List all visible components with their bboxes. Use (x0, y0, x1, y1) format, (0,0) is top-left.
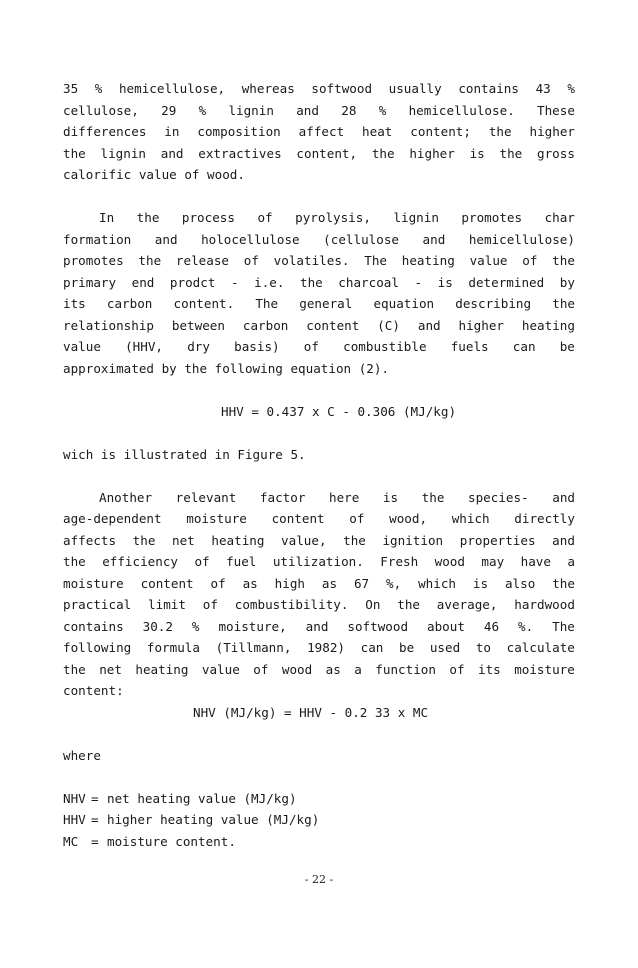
text-line: content: (63, 683, 124, 698)
page-number: - 22 - (304, 873, 334, 886)
word: which (418, 575, 456, 591)
word: can (360, 640, 384, 655)
definition-item (63, 809, 575, 831)
word: basis) (234, 339, 280, 354)
word: 35 (63, 81, 79, 96)
text-line (63, 121, 575, 143)
definition-item (63, 831, 575, 853)
word: pyrolysis, (295, 210, 371, 225)
word: whereas (241, 81, 295, 96)
word: the (300, 274, 323, 290)
word: and (296, 102, 319, 118)
word: promotes (63, 253, 124, 268)
word: softwood (311, 81, 373, 96)
word: content, (296, 145, 358, 161)
word: and (305, 618, 329, 634)
word: content (271, 511, 325, 526)
word: moisture, (218, 618, 287, 634)
word: usually (388, 81, 442, 96)
word: of (349, 511, 365, 526)
definition-equals: = (91, 812, 99, 827)
word: heating (401, 253, 455, 268)
word: the (343, 532, 366, 548)
word: affect (298, 124, 345, 139)
word: wood, (389, 511, 428, 526)
word: be (559, 339, 575, 354)
word: net (99, 661, 122, 677)
word: 29 (161, 102, 177, 118)
word: and (160, 145, 184, 161)
word: 28 (341, 102, 357, 118)
word: as (321, 575, 338, 591)
word: of (303, 339, 319, 354)
word: content (306, 317, 360, 333)
word: average, (436, 597, 498, 612)
word: the (63, 661, 86, 677)
word: the (552, 296, 575, 311)
word: 67 (353, 575, 370, 591)
text-line (63, 616, 575, 638)
word: a (567, 554, 575, 569)
word: is (437, 274, 453, 290)
definition-term: NHV (63, 790, 86, 806)
word: composition (197, 124, 281, 139)
word: carbon (106, 296, 153, 311)
word: of (210, 575, 226, 591)
text-line (63, 573, 575, 595)
word: its (63, 296, 86, 311)
word: The (364, 253, 387, 268)
word: i.e. (254, 274, 285, 290)
word: affects (63, 532, 117, 548)
word: lignin (393, 210, 439, 225)
word: the (421, 489, 445, 505)
word: %, (386, 575, 402, 591)
word: % (378, 102, 387, 118)
word: and (422, 231, 446, 247)
word: hemicellulose. (408, 102, 515, 118)
definition-description: moisture content. (107, 833, 236, 849)
word: high (274, 575, 305, 591)
text-line (63, 143, 575, 165)
word: The (255, 296, 279, 311)
word: ignition (382, 532, 444, 548)
text-line (63, 250, 575, 272)
word: relationship (63, 317, 154, 333)
word: factor (259, 489, 306, 505)
word: to (475, 640, 491, 655)
word: content. (173, 296, 235, 311)
word: utilization. (272, 554, 364, 569)
word: and (552, 489, 575, 505)
word: also (504, 575, 536, 591)
word: char (544, 210, 575, 225)
word: Fresh (380, 554, 419, 569)
text-line (63, 229, 575, 251)
word: contains (63, 618, 124, 634)
word: be (399, 640, 415, 655)
word: hardwood (514, 597, 575, 612)
word: heat (362, 124, 393, 139)
word: % (198, 102, 207, 118)
text-line (63, 315, 575, 337)
text-line (63, 659, 575, 681)
word: higher (529, 124, 575, 139)
equation-hhv: HHV = 0.437 x C - 0.306 (MJ/kg) (221, 403, 457, 419)
equation-nhv: NHV (MJ/kg) = HHV - 0.2 33 x MC (193, 704, 429, 720)
word: primary (63, 274, 117, 290)
word: process (181, 210, 235, 225)
word: by (559, 274, 575, 290)
word: the (488, 124, 512, 139)
word: the (552, 575, 575, 591)
word: dry (187, 339, 210, 354)
document-page (63, 78, 575, 852)
word: and (154, 231, 178, 247)
word: end (131, 274, 155, 290)
word: calculate (506, 640, 575, 655)
word: % (191, 618, 200, 634)
word: net (172, 532, 195, 548)
paragraph-moisture (63, 487, 575, 702)
word: describing (455, 296, 532, 311)
word: value (201, 661, 240, 677)
word: of (253, 661, 269, 677)
word: prodct (169, 274, 216, 290)
word: determined (468, 274, 545, 290)
word: extractives (198, 145, 282, 161)
word: higher (458, 317, 504, 333)
word: have (520, 554, 551, 569)
word: following (63, 640, 132, 655)
where-label: where (63, 747, 101, 763)
word: moisture (63, 575, 124, 591)
word: 30.2 (142, 618, 173, 634)
text-line (63, 207, 575, 229)
word: higher (409, 145, 455, 161)
word: here (328, 489, 360, 505)
word: - (414, 274, 423, 290)
word: properties (459, 532, 536, 548)
definition-equals: = (91, 790, 99, 806)
word: can (512, 339, 536, 354)
word: and (417, 317, 441, 333)
word: about (427, 618, 465, 634)
word: (C) (377, 317, 400, 333)
word: fuels (450, 339, 489, 354)
word: the (397, 597, 420, 612)
word: of (449, 661, 465, 677)
word: between (171, 317, 225, 333)
word: the (132, 532, 156, 548)
text-line (63, 487, 575, 509)
text-line (63, 100, 575, 122)
word: limit (148, 597, 186, 612)
word: the (499, 145, 523, 161)
word: of (257, 210, 273, 225)
word: of (202, 597, 218, 612)
word: 1982) (307, 640, 345, 655)
text-line (63, 594, 575, 616)
word: These (537, 102, 575, 118)
text-line (63, 293, 575, 315)
word: Another (99, 489, 153, 505)
word: efficiency (102, 554, 179, 569)
word: general (299, 296, 353, 311)
word: % (94, 81, 103, 96)
word: is (469, 145, 485, 161)
word: (HHV, (125, 339, 164, 354)
definition-list (63, 788, 575, 853)
word: of (243, 253, 259, 268)
word: hemicellulose) (468, 231, 575, 247)
word: holocellulose (201, 231, 300, 247)
word: the (63, 145, 86, 161)
word: heating (521, 317, 575, 333)
word: charcoal (338, 274, 399, 290)
word: release (175, 253, 229, 268)
definition-term: MC (63, 833, 79, 849)
definition-item (63, 788, 575, 810)
word: moisture (186, 511, 247, 526)
text-line (63, 637, 575, 659)
word: of (522, 253, 538, 268)
word: content; (410, 124, 471, 139)
word: of (194, 554, 210, 569)
word: may (481, 554, 505, 569)
word: equation (373, 296, 435, 311)
word: In (99, 210, 115, 225)
word: hemicellulose, (118, 81, 226, 96)
word: formation (63, 231, 132, 247)
word: softwood (347, 618, 409, 634)
word: contains (458, 81, 519, 96)
word: carbon (242, 317, 289, 333)
word: and (552, 532, 575, 548)
word: (cellulose (323, 231, 399, 247)
word: age-dependent (63, 511, 162, 526)
word: function (375, 661, 436, 677)
word: in (164, 124, 180, 139)
definition-term: HHV (63, 812, 86, 827)
text-line (63, 272, 575, 294)
word: formula (146, 640, 200, 655)
word: - (230, 274, 239, 290)
word: as (325, 661, 341, 677)
text-line: approximated by the following equation (2). (63, 360, 390, 376)
text-line (63, 530, 575, 552)
word: wood (434, 554, 465, 569)
word: used (429, 640, 461, 655)
word: its (478, 661, 501, 677)
definition-equals: = (91, 833, 99, 849)
word: species- (467, 489, 529, 505)
word: content (140, 575, 194, 591)
word: lignin (228, 102, 274, 118)
word: the (371, 145, 395, 161)
word: value (469, 253, 508, 268)
word: differences (63, 124, 147, 139)
word: heating (135, 661, 189, 677)
word: % (567, 81, 575, 96)
word: is (382, 489, 399, 505)
text-line (63, 78, 575, 100)
text-line (63, 508, 575, 530)
word: lignin (100, 145, 146, 161)
word: (Tillmann, (215, 640, 292, 655)
word: value, (281, 532, 327, 548)
text-line (63, 336, 575, 358)
word: the (552, 253, 575, 268)
text-line: calorific value of wood. (63, 167, 245, 182)
word: 43 (535, 81, 551, 96)
word: moisture (514, 661, 575, 677)
word: gross (537, 145, 575, 161)
word: practical (63, 597, 132, 612)
word: combustible (343, 339, 427, 354)
word: is (472, 575, 489, 591)
word: value (63, 339, 101, 354)
word: the (138, 253, 162, 268)
word: promotes (461, 210, 523, 225)
word: fuel (226, 554, 257, 569)
word: 46 (483, 618, 500, 634)
word: relevant (175, 489, 237, 505)
definition-description: net heating value (MJ/kg) (107, 790, 297, 806)
word: the (136, 210, 160, 225)
word: which (451, 511, 490, 526)
word: a (354, 661, 362, 677)
word: The (552, 618, 575, 634)
definition-description: higher heating value (MJ/kg) (107, 812, 320, 827)
text-line (63, 551, 575, 573)
paragraph-composition (63, 78, 575, 186)
word: cellulose, (63, 102, 139, 118)
word: combustibility. (234, 597, 349, 612)
word: volatiles. (273, 253, 350, 268)
word: On (365, 597, 381, 612)
word: wood (281, 661, 313, 677)
word: the (63, 554, 86, 569)
figure-reference: wich is illustrated in Figure 5. (63, 446, 306, 462)
word: %. (518, 618, 534, 634)
word: heating (211, 532, 265, 548)
word: as (242, 575, 258, 591)
word: directly (514, 511, 575, 526)
paragraph-pyrolysis (63, 207, 575, 379)
